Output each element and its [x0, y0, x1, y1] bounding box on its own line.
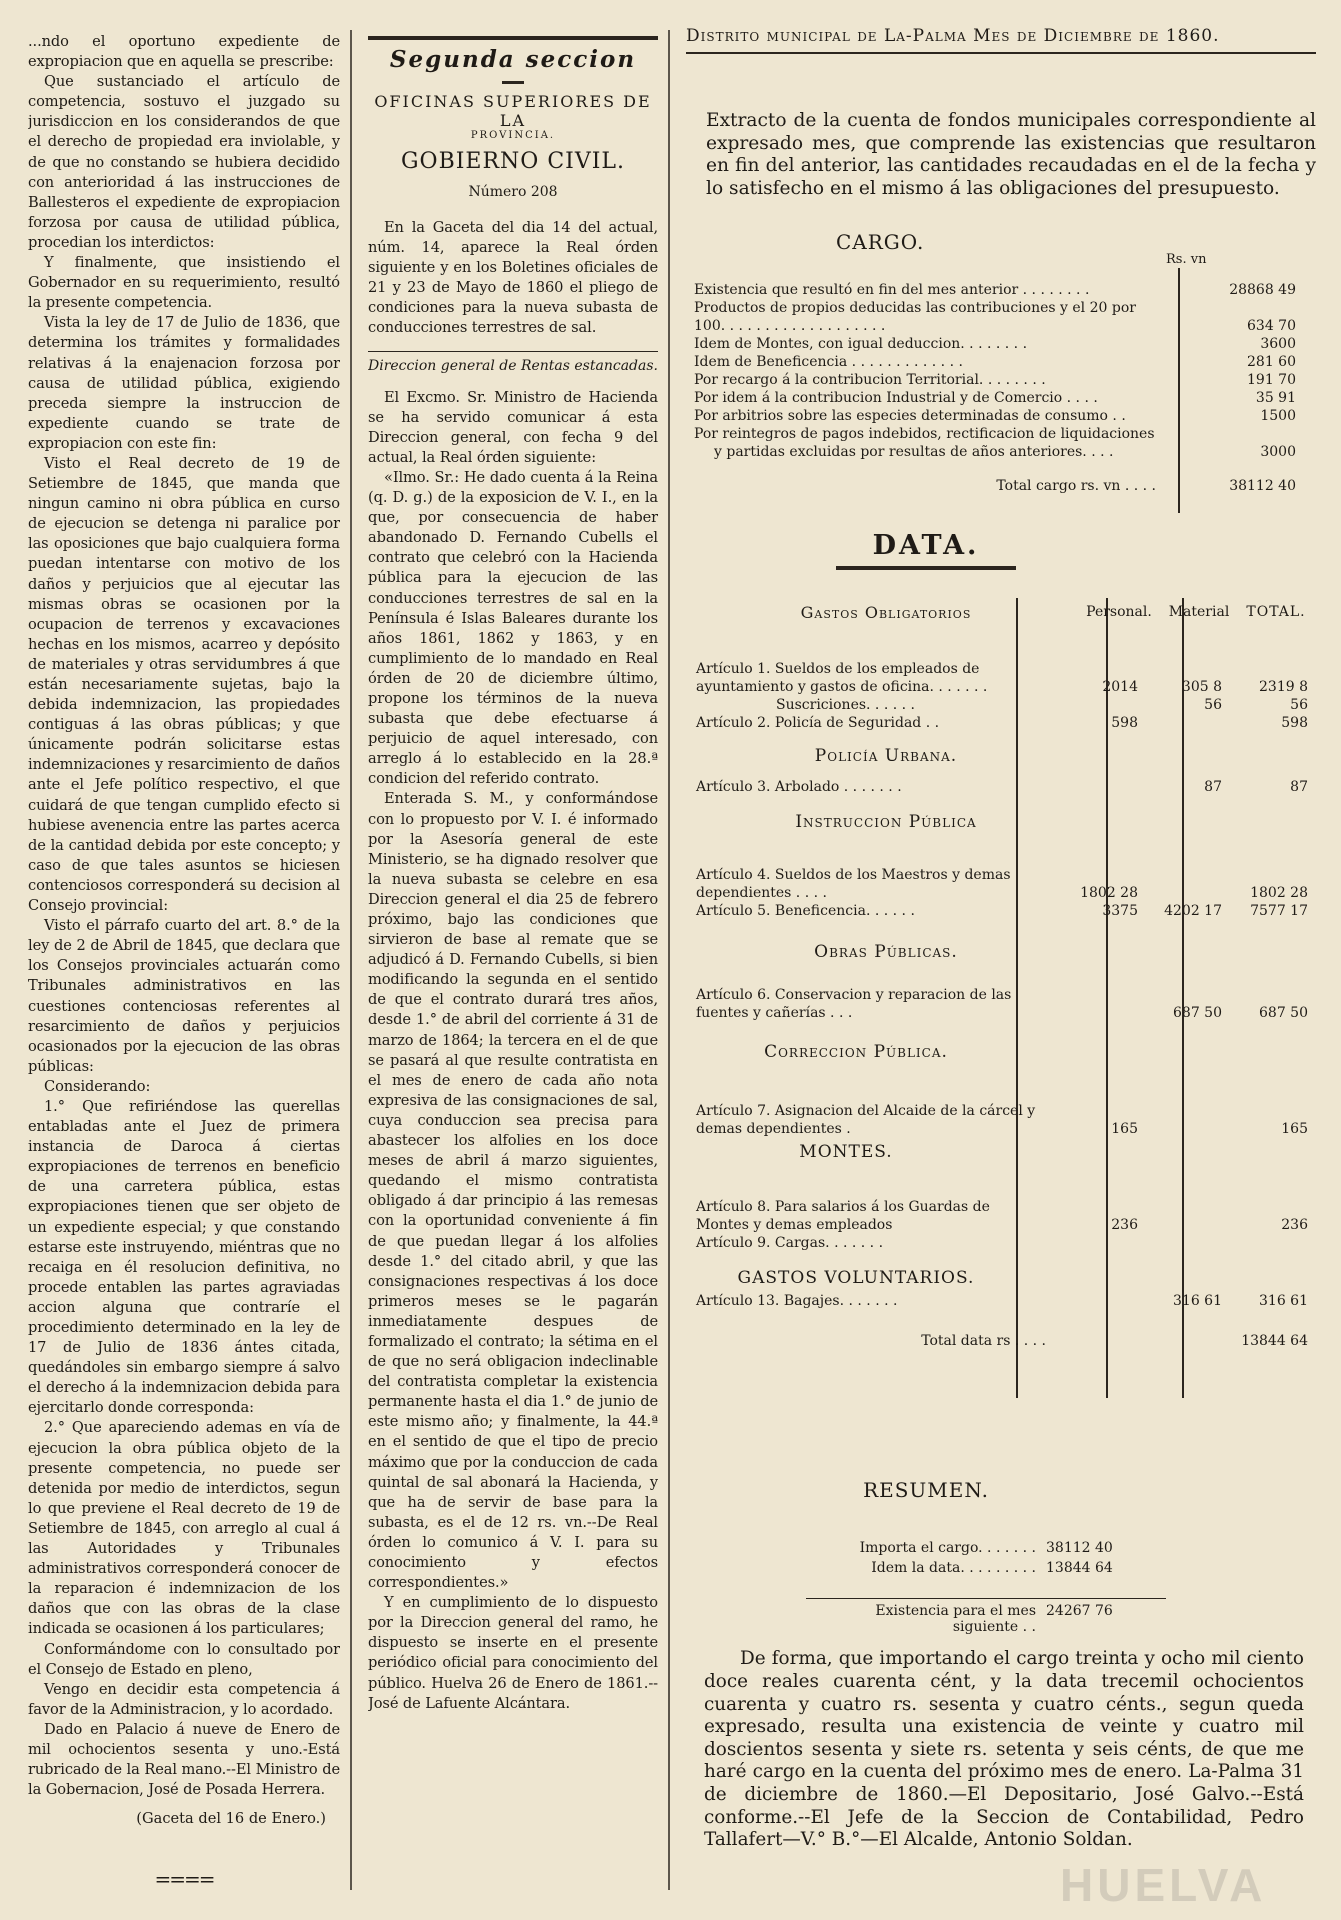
row-label: Existencia para el mes siguiente . .: [875, 1603, 1036, 1635]
table-row: [694, 352, 1314, 370]
row-label: Productos de propios deducidas las contribuciones y el 20 por: [694, 300, 1136, 316]
section-heading: Policía Urbana.: [814, 746, 958, 766]
row-label: Importa el cargo. . . . . . .: [859, 1540, 1036, 1556]
total-amount: 38112 40: [1229, 478, 1296, 494]
table-row: [696, 1292, 1316, 1310]
paragraph: Considerando:: [44, 1077, 151, 1095]
cell-total: 56: [1290, 697, 1308, 713]
paragraph: Enterada S. M., y conformándose con lo propuesto por V. I. é informado por la Asesoría general de este Ministerio, se ha dignado resolver que la nueva subasta se celebre en esa Direccion general el dia 25 de febrero próximo, bajo las condiciones que sirvieron de base al remate que se adjudicó á D. Fernando Cubells, si bien modificando la segunda en el sentido de que el contrato durará tres años, desde 1.° de abril del corriente á 31 de marzo de 1864; la tercera en el de que se pasará al que resulte contratista en el mes de enero de cada año nota expresiva de las consignaciones de sal, cuya conduccion sea precisa para abastecer los alfolies en los doce meses de abril á marzo siguientes, quedando el mismo contratista obligado á dar principio á las remesas con la oportunidad conveniente á fin de que puedan llegar á los alfolies desde 1.° del citado abril, y que las consignaciones respectivas á los doce primeros meses se le pagarán inmediatamente despues de formalizado el contrato; la sétima en el de que no será obligacion indeclinable del contratista completar la existencia permanente hasta el dia 1.° de junio de este mismo año; y finalmente, la 44.ª en el sentido de que el tipo de precio máximo que por la conduccion de cada quintal de sal abonará la Hacienda, y que ha de servir de base para la subasta, es el de 12 rs. vn.--De Real órden lo comunico á V. I. para su conocimiento y efectos correspondientes.»: [368, 790, 658, 1592]
row-label: Artículo 2. Policía de Seguridad . .: [696, 715, 940, 731]
row-label: Idem de Montes, con igual deduccion. . . . . . . .: [694, 336, 1028, 352]
section-heading: Gastos Obligatorios: [800, 602, 972, 622]
paragraph: Conformándome con lo consultado por el Consejo de Estado en pleno,: [28, 1640, 340, 1678]
cell-material: 87: [1204, 779, 1222, 795]
table-row: [806, 1598, 1166, 1635]
row-label: Artículo 8. Para salarios á los Guardas de Montes y demas empleados: [696, 1199, 990, 1233]
data-title: DATA.: [872, 530, 980, 561]
resumen-title: RESUMEN.: [863, 1478, 989, 1502]
cell-personal: 165: [1111, 1121, 1138, 1137]
column-rule: [350, 30, 352, 1890]
col-personal: Personal.: [1086, 604, 1152, 620]
cell-personal: 3375: [1102, 903, 1138, 919]
col-total: TOTAL.: [1246, 604, 1306, 620]
section-title: Segunda seccion: [368, 36, 658, 73]
table-row: [696, 778, 1316, 796]
cell-material: 316 61: [1173, 1293, 1222, 1309]
offices-heading: OFICINAS SUPERIORES DE LA: [374, 92, 652, 130]
paragraph: «Ilmo. Sr.: He dado cuenta á la Reina (q. D. g.) de la exposicion de V. I., en la que, por consecuencia de haber abandonado D. Fernando Cubells el contrato que celebró con la Hacienda pública para la ejecucion de las conducciones terrestres de sal en la Península é Islas Baleares durante los años 1861, 1862 y 1863, y en cumplimiento de lo mandado en Real órden de 20 de diciembre último, propone los términos de la nueva subasta que debe efectuarse á perjuicio de aquel interesado, con arreglo á lo establecido en la 28.ª condicion del referido contrato.: [368, 468, 658, 788]
district-header: Distrito municipal de La-Palma Mes de Diciembre de 1860.: [686, 0, 1316, 54]
table-row: [694, 280, 1314, 298]
cell-material: 305 8: [1181, 679, 1222, 695]
table-row: [694, 388, 1314, 406]
cell-total: 316 61: [1259, 1293, 1308, 1309]
data-header: [696, 590, 1316, 634]
row-amount: 3600: [1260, 336, 1296, 352]
column-left: [28, 0, 340, 1920]
cell-total: 1802 28: [1250, 885, 1308, 901]
table-row: [694, 316, 1314, 334]
row-label: Artículo 1. Sueldos de los empleados de ayuntamiento y gastos de oficina. . . . . . .: [696, 661, 988, 695]
table-row: [696, 696, 1316, 714]
cell-personal: 236: [1111, 1217, 1138, 1233]
cell-total: 687 50: [1259, 1005, 1308, 1021]
row-label: Artículo 5. Beneficencia. . . . . .: [696, 903, 915, 919]
paragraph: Y en cumplimiento de lo dispuesto por la Direccion general del ramo, he dispuesto se inserte en el presente periódico oficial para conocimiento del público. Huelva 26 de Enero de 1861.--José de Lafuente Alcántara.: [368, 1594, 658, 1712]
table-row: [694, 406, 1314, 424]
cell-total: 7577 17: [1250, 903, 1308, 919]
row-amount: 634 70: [1247, 318, 1296, 334]
row-label: Artículo 6. Conservacion y reparacion de las fuentes y cañerías . . .: [696, 987, 1012, 1021]
row-label: Idem de Beneficencia . . . . . . . . . . . . .: [694, 354, 963, 370]
table-row: [696, 714, 1316, 732]
cell-personal: 598: [1111, 715, 1138, 731]
total-amount: 13844 64: [1241, 1333, 1308, 1349]
row-label: Artículo 7. Asignacion del Alcaide de la cárcel y demas dependientes .: [696, 1103, 1036, 1137]
data-table: [696, 590, 1316, 1350]
table-row: [806, 1540, 1166, 1560]
cell-material: 4202 17: [1164, 903, 1222, 919]
column-middle: [368, 0, 658, 1920]
total-label: Total cargo rs. vn . . . .: [996, 478, 1156, 494]
row-amount: 3000: [1260, 444, 1296, 460]
table-row: [696, 1102, 1316, 1138]
section-heading: Instruccion Pública: [795, 812, 977, 832]
cell-personal: 2014: [1102, 679, 1138, 695]
paragraph: El Excmo. Sr. Ministro de Hacienda se ha servido comunicar á esta Direccion general, con fecha 9 del actual, la Real órden siguiente:: [368, 388, 658, 466]
cell-total: 2319 8: [1259, 679, 1308, 695]
row-label: Existencia que resultó en fin del mes anterior . . . . . . . .: [694, 282, 1090, 298]
column-right: [686, 0, 1316, 1920]
col-material: Material: [1168, 604, 1230, 620]
row-amount: 1500: [1260, 408, 1296, 424]
section-heading: Obras Públicas.: [814, 942, 958, 962]
paragraph: Visto el párrafo cuarto del art. 8.° de la ley de 2 de Abril de 1845, que declara que los Consejos provinciales actuarán como Tribunales administrativos en las cuestiones contenciosas referentes al resarcimiento de daños y perjuicios ocasionados por la ejecucion de las obras públicas:: [28, 917, 340, 1075]
closing-paragraph: De forma, que importando el cargo treinta y ocho mil ciento doce reales cuarenta cént, y la data trecemil ochocientos cuarenta y cuatro rs. sesenta y cuatro cénts., segun queda expresado, resulta una existencia de veinte y cuatro mil doscientos sesenta y siete rs. setenta y seis cénts, de que me haré cargo en la cuenta del próximo mes de enero. La-Palma 31 de diciembre de 1860.—El Depositario, José Galvo.--Está conforme.--El Jefe de la Seccion de Contabilidad, Pedro Tallafert—V.° B.°—El Alcalde, Antonio Soldan.: [704, 1648, 1304, 1851]
section-heading: MONTES.: [799, 1142, 893, 1162]
paragraph: 2.° Que apareciendo ademas en vía de ejecucion la obra pública objeto de la presente competencia, no puede ser detenida por medio de interdictos, segun lo que previene el Real decreto de 19 de Setiembre de 1845, con arreglo al cual á las Autoridades y Tribunales administrativos corresponderá conocer de la reparacion é indemnizacion de los daños que con las obras de la clase indicada se ocasionen á los particulares;: [28, 1419, 340, 1638]
table-row: [694, 298, 1314, 316]
row-amount: 35 91: [1255, 390, 1296, 406]
table-row: [694, 370, 1314, 388]
source-citation: (Gaceta del 16 de Enero.): [136, 1810, 326, 1828]
resumen-table: [806, 1540, 1166, 1635]
row-label: Artículo 9. Cargas. . . . . . .: [696, 1235, 884, 1251]
section-heading: Correccion Pública.: [764, 1042, 948, 1062]
row-label: y partidas excluidas por resultas de años anteriores. . . .: [714, 444, 1114, 460]
paragraph: Que sustanciado el artículo de competencia, sostuvo el juzgado su jurisdiccion en los considerandos de que el derecho de propiedad era inviolable, y de que no constando se hubiera decidido con anterioridad á las instrucciones de Ballesteros el expediente de expropiacion forzosa por causa de utilidad pública, procedian los interdictos:: [28, 73, 340, 251]
cell-total: 87: [1290, 779, 1308, 795]
direccion-heading: Direccion general de Rentas estancadas.: [368, 351, 658, 374]
total-label: Total data rs . . . .: [921, 1333, 1046, 1349]
row-amount: 191 70: [1247, 372, 1296, 388]
paragraph: Visto el Real decreto de 19 de Setiembre de 1845, que manda que ningun camino ni obra pública en curso de ejecucion se detenga ni paralice por las oposiciones que bajo cualquiera forma puedan intentarse con motivo de los daños y perjuicios que al ejecutar las mismas obras se ocasionen por la ocupacion de terrenos y excavaciones hechas en los mismos, acarreo y depósito de materiales y otras servidumbres á que están necesariamente sujetas, bajo la debida indemnizacion, las propiedades contiguas á las obras públicas; y que únicamente podrán solicitarse estas indemnizaciones y resarcimiento de daños ante el Jefe político respectivo, el que cuidará de que tengan cumplido efecto si hubiese avenencia entre las partes acerca de la cantidad debida por este concepto; y caso de que tales asuntos se hiciesen contenciosos corresponderá su decision al Consejo provincial:: [28, 454, 340, 915]
row-label: Artículo 4. Sueldos de los Maestros y demas dependientes . . . .: [696, 867, 1011, 901]
cell-material: 687 50: [1173, 1005, 1222, 1021]
row-amount: 24267 76: [1046, 1603, 1113, 1619]
row-amount: 28868 49: [1229, 282, 1296, 298]
watermark: HUELVA: [1060, 1859, 1267, 1911]
ornament: [836, 566, 1016, 570]
paragraph: Y finalmente, que insistiendo el Gobernador en su requerimiento, resultó la presente competencia.: [28, 254, 340, 312]
row-label: Suscriciones. . . . . .: [776, 697, 915, 713]
cargo-title: CARGO.: [836, 230, 925, 254]
table-row: [696, 660, 1316, 696]
cell-personal: 1802 28: [1080, 885, 1138, 901]
cargo-table: [694, 280, 1314, 494]
row-amount: 38112 40: [1046, 1540, 1113, 1556]
cell-material: 56: [1204, 697, 1222, 713]
extracto-paragraph: Extracto de la cuenta de fondos municipales correspondiente al expresado mes, que comprende las existencias que resultaron en fin del anterior, las cantidades recaudadas en el de la fecha y lo satisfecho en el mismo á las obligaciones del presupuesto.: [706, 110, 1316, 199]
table-row: [696, 1198, 1316, 1234]
row-label: 100. . . . . . . . . . . . . . . . . . .: [694, 318, 886, 334]
table-row: [696, 1332, 1316, 1350]
paragraph: ...ndo el oportuno expediente de expropiacion que en aquella se prescribe:: [28, 33, 340, 71]
table-row: [806, 1560, 1166, 1580]
cell-total: 165: [1281, 1121, 1308, 1137]
section-heading: GASTOS VOLUNTARIOS.: [737, 1268, 975, 1288]
row-label: Por idem á la contribucion Industrial y de Comercio . . . .: [694, 390, 1098, 406]
table-row: [694, 424, 1314, 442]
paragraph: Vengo en decidir esta competencia á favor de la Administracion, y lo acordado.: [28, 1680, 340, 1718]
paragraph: En la Gaceta del dia 14 del actual, núm. 14, aparece la Real órden siguiente y en los Boletines oficiales de 21 y 23 de Mayo de 1860 el pliego de condiciones para la nueva subasta de conducciones terrestres de sal.: [368, 219, 658, 337]
table-row: [696, 986, 1316, 1022]
row-label: Idem la data. . . . . . . . .: [871, 1560, 1036, 1576]
table-row: [696, 1234, 1316, 1252]
cell-total: 236: [1281, 1217, 1308, 1233]
table-row: [694, 460, 1314, 494]
row-label: Por recargo á la contribucion Territorial. . . . . . . .: [694, 372, 1046, 388]
number-label: Número 208: [468, 184, 558, 200]
table-row: [694, 442, 1314, 460]
row-label: Por reintegros de pagos indebidos, rectificacion de liquidaciones: [694, 426, 1155, 442]
province-heading: PROVINCIA.: [470, 130, 556, 141]
end-mark: ====: [154, 1867, 214, 1892]
table-row: [696, 902, 1316, 920]
row-label: Artículo 3. Arbolado . . . . . . .: [696, 779, 902, 795]
column-rule: [668, 30, 670, 1890]
row-amount: 13844 64: [1046, 1560, 1113, 1576]
cell-total: 598: [1281, 715, 1308, 731]
table-row: [694, 334, 1314, 352]
gobierno-heading: GOBIERNO CIVIL.: [400, 149, 626, 174]
paragraph: 1.° Que refiriéndose las querellas entabladas ante el Juez de primera instancia de Daroca á ciertas expropiaciones de terrenos en beneficio de una carretera pública, estas expropiaciones tienen que ser objeto de un expediente especial; y que constando estarse este instruyendo, miéntras que no recaiga en él resolucion definitiva, no procede entablen las partes agraviadas accion alguna que contraríe el procedimiento determinado en la ley de 17 de Julio de 1836 ántes citada, quedándoles sin embargo siempre á salvo el derecho á la indemnizacion debida para ejercitarlo donde corresponda:: [28, 1097, 340, 1417]
row-label: Por arbitrios sobre las especies determinadas de consumo . .: [694, 408, 1126, 424]
paragraph: Vista la ley de 17 de Julio de 1836, que determina los trámites y formalidades relativas á la enajenacion forzosa por causa de utilidad pública, exigiendo preceda siempre la instruccion de expediente cuando se trate de expropiacion con este fin:: [28, 314, 340, 452]
cargo-unit: Rs. vn: [1166, 252, 1207, 267]
divider: [502, 81, 524, 84]
row-label: Artículo 13. Bagajes. . . . . . .: [696, 1293, 898, 1309]
table-row: [696, 866, 1316, 902]
paragraph: Dado en Palacio á nueve de Enero de mil ochocientos sesenta y uno.-Está rubricado de la Real mano.--El Ministro de la Gobernacion, José de Posada Herrera.: [28, 1720, 340, 1799]
row-amount: 281 60: [1247, 354, 1296, 370]
